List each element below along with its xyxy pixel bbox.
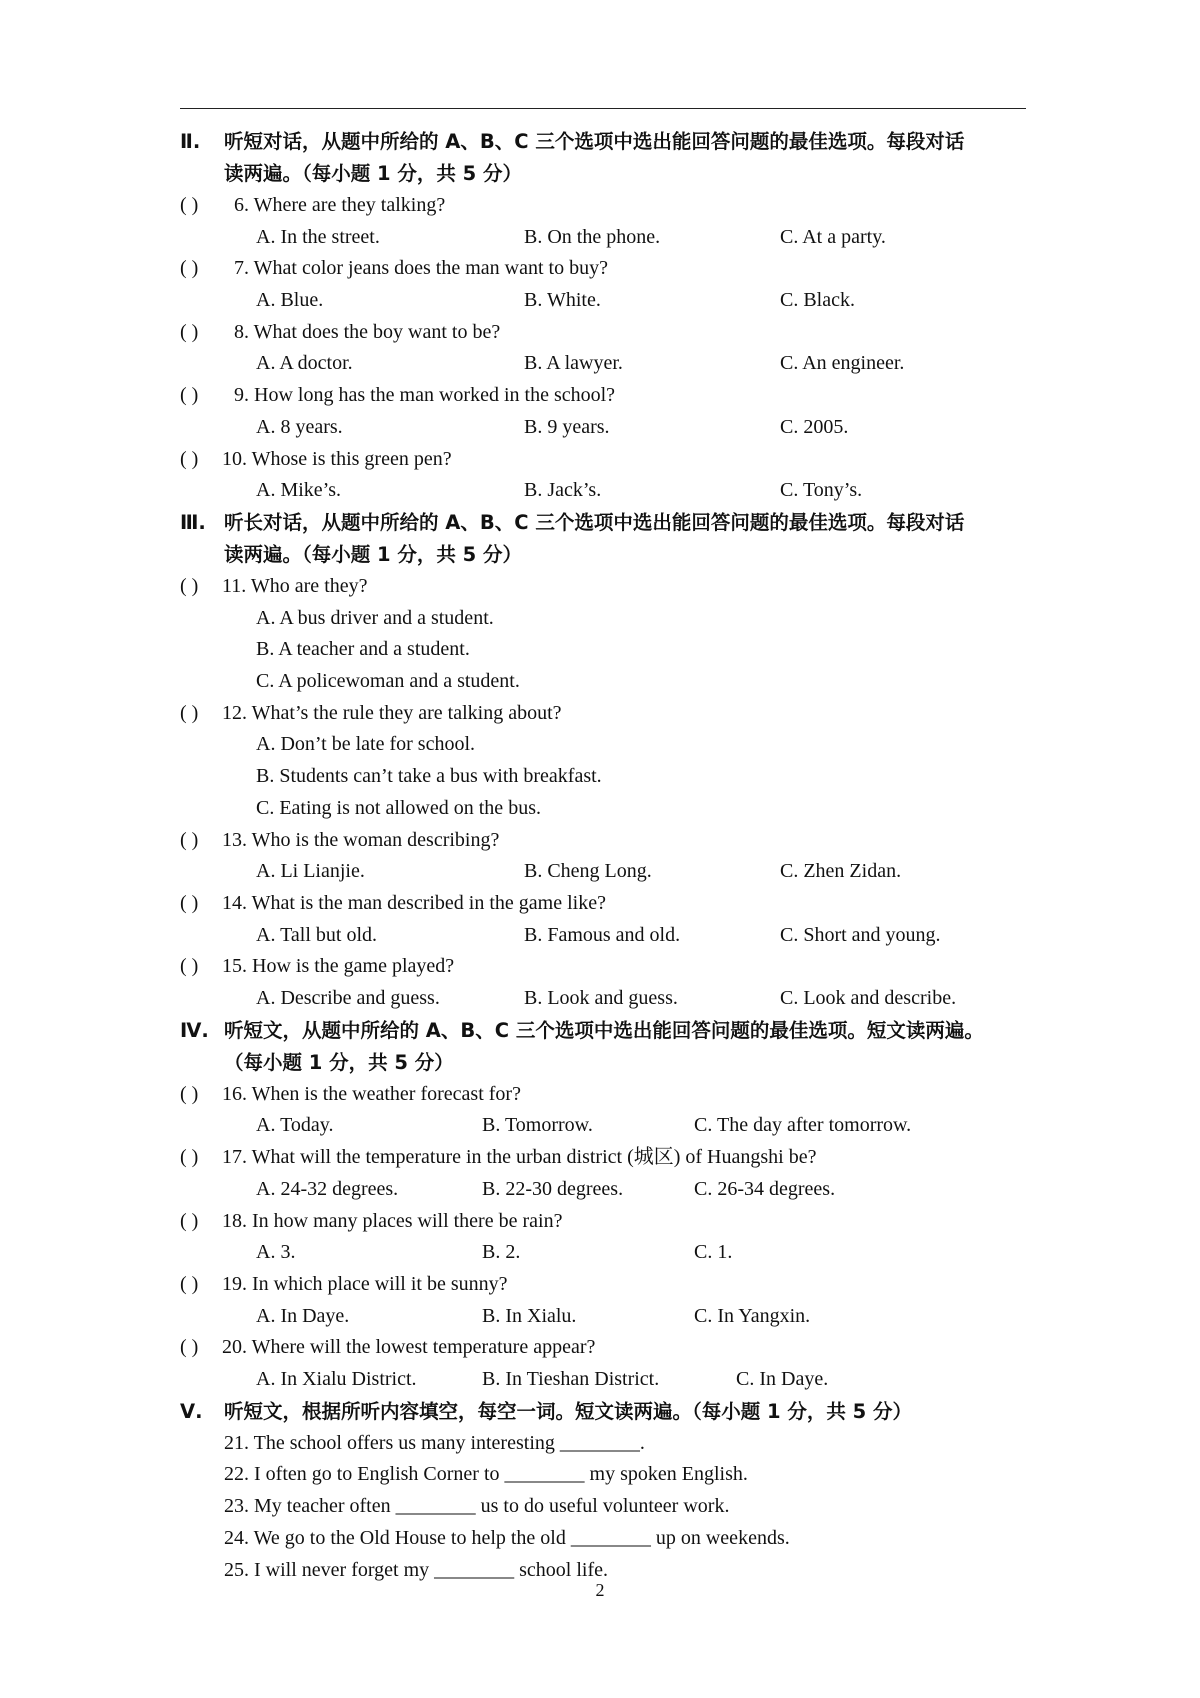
option-b: B. Famous and old.	[524, 923, 681, 946]
section-title	[180, 126, 1030, 190]
option-c: C. At a party.	[780, 225, 886, 248]
question-text: 14. What is the man described in the game like?	[222, 891, 606, 914]
option-row	[180, 920, 1030, 952]
question	[180, 1206, 1030, 1238]
option-a: A. Describe and guess.	[256, 987, 440, 1010]
option-a: A. Li Lianjie.	[256, 860, 365, 883]
option-a: A. A doctor.	[256, 352, 353, 375]
option-row	[180, 1237, 1030, 1269]
question-text: 8. What does the boy want to be?	[234, 320, 501, 343]
option-a: A. A bus driver and a student.	[256, 606, 494, 629]
answer-blank[interactable]: ( )	[180, 891, 199, 914]
option-c: C. Zhen Zidan.	[780, 860, 902, 883]
option-c: C. An engineer.	[780, 352, 905, 375]
question	[180, 571, 1030, 603]
option-row	[180, 285, 1030, 317]
option-c: C. 1.	[694, 1241, 733, 1264]
option-row	[180, 1174, 1030, 1206]
option-c: C. Tony’s.	[780, 479, 863, 502]
section-number: Ⅲ.	[180, 510, 206, 534]
option-a: A. Tall but old.	[256, 923, 378, 946]
question	[180, 380, 1030, 412]
answer-blank[interactable]: ( )	[180, 257, 199, 280]
question-text: 19. In which place will it be sunny?	[222, 1272, 508, 1295]
question	[180, 1142, 1030, 1174]
answer-blank[interactable]: ( )	[180, 955, 199, 978]
option-b: B. Jack’s.	[524, 479, 602, 502]
answer-blank[interactable]: ( )	[180, 1146, 199, 1169]
answer-blank[interactable]: ( )	[180, 1336, 199, 1359]
question-text: 6. Where are they talking?	[234, 194, 446, 216]
question-text: 11. Who are they?	[222, 574, 368, 597]
answer-blank[interactable]: ( )	[180, 701, 199, 724]
option-a: A. Don’t be late for school.	[256, 733, 476, 756]
option-b: B. 2.	[482, 1241, 521, 1264]
question	[180, 1332, 1030, 1364]
section-title	[180, 1396, 1030, 1428]
answer-blank[interactable]: ( )	[180, 320, 199, 343]
option-b: B. Look and guess.	[524, 987, 678, 1010]
fill-blank-item: 24. We go to the Old House to help the old ________ up on weekends.	[224, 1526, 790, 1549]
fill-blank-item: 22. I often go to English Corner to ________ my spoken English.	[224, 1463, 748, 1486]
question-text: 20. Where will the lowest temperature appear?	[222, 1336, 596, 1359]
question	[180, 825, 1030, 857]
option-c: C. Short and young.	[780, 923, 941, 946]
option-c: C. 26-34 degrees.	[694, 1177, 836, 1200]
question-text: 13. Who is the woman describing?	[222, 828, 500, 851]
option-a: A. Today.	[256, 1114, 334, 1137]
section-title	[180, 507, 1030, 571]
question-text: 12. What’s the rule they are talking about?	[222, 701, 562, 724]
question-text: 17. What will the temperature in the urban district (城区) of Huangshi be?	[222, 1146, 817, 1169]
option-b: B. White.	[524, 289, 601, 312]
option-a: A. In the street.	[256, 225, 380, 248]
section-title-line1: 听短对话，从题中所给的 A、B、C 三个选项中选出能回答问题的最佳选项。每段对话	[224, 130, 965, 153]
option-row	[180, 475, 1030, 507]
section-title-line1: 听短文，从题中所给的 A、B、C 三个选项中选出能回答问题的最佳选项。短文读两遍。	[224, 1018, 984, 1042]
option-row	[180, 412, 1030, 444]
answer-blank[interactable]: ( )	[180, 384, 199, 407]
option-c: C. Look and describe.	[780, 987, 957, 1010]
option-b: B. 9 years.	[524, 415, 610, 438]
question-text: 18. In how many places will there be rain?	[222, 1209, 563, 1232]
option-a: A. 24-32 degrees.	[256, 1177, 399, 1200]
option-a: A. 8 years.	[256, 415, 343, 438]
option-c: C. Eating is not allowed on the bus.	[256, 796, 541, 819]
answer-blank[interactable]: ( )	[180, 828, 199, 851]
option-c: C. In Yangxin.	[694, 1304, 811, 1327]
answer-blank[interactable]: ( )	[180, 447, 199, 470]
option-a: A. Mike’s.	[256, 479, 341, 502]
option-c: C. The day after tomorrow.	[694, 1114, 912, 1137]
section-title-line2: 读两遍。（每小题 1 分，共 5 分）	[224, 162, 523, 185]
question-text: 16. When is the weather forecast for?	[222, 1082, 521, 1105]
question	[180, 253, 1030, 285]
question-text: 7. What color jeans does the man want to buy?	[234, 257, 608, 280]
option-b: B. A lawyer.	[524, 352, 623, 375]
answer-blank[interactable]: ( )	[180, 1272, 199, 1295]
answer-blank[interactable]: ( )	[180, 194, 199, 216]
page-number: 2	[595, 1580, 605, 1600]
section-title-line1: 听短文，根据所听内容填空，每空一词。短文读两遍。（每小题 1 分，共 5 分）	[224, 1399, 913, 1423]
section-number: Ⅴ.	[180, 1399, 203, 1423]
option-row	[180, 222, 1030, 254]
option-b: B. On the phone.	[524, 225, 661, 248]
question-text: 15. How is the game played?	[222, 955, 455, 978]
option-row	[180, 856, 1030, 888]
fill-blank-item: 23. My teacher often ________ us to do useful volunteer work.	[224, 1495, 730, 1518]
option-a: A. In Daye.	[256, 1304, 350, 1327]
option-row	[180, 1110, 1030, 1142]
option-b: B. Tomorrow.	[482, 1114, 593, 1137]
section-title-line2: （每小题 1 分，共 5 分）	[224, 1050, 454, 1074]
option-c: C. 2005.	[780, 415, 849, 438]
option-b: B. A teacher and a student.	[256, 638, 470, 661]
section-title-line2: 读两遍。（每小题 1 分，共 5 分）	[224, 542, 523, 566]
question	[180, 888, 1030, 920]
fill-blank-item: 25. I will never forget my ________ school life.	[224, 1558, 609, 1581]
question	[180, 951, 1030, 983]
exam-content	[180, 126, 1030, 1586]
option-b: B. 22-30 degrees.	[482, 1177, 624, 1200]
option-row	[180, 348, 1030, 380]
question	[180, 698, 1030, 730]
question-text: 10. Whose is this green pen?	[222, 447, 452, 470]
section-number: Ⅱ.	[180, 130, 201, 153]
option-b: B. Cheng Long.	[524, 860, 652, 883]
question	[180, 1269, 1030, 1301]
option-row	[180, 983, 1030, 1015]
option-c: C. Black.	[780, 289, 855, 312]
option-b: B. In Tieshan District.	[482, 1368, 660, 1391]
option-b: B. Students can’t take a bus with breakfast.	[256, 765, 602, 788]
question-text: 9. How long has the man worked in the school?	[234, 384, 616, 407]
question	[180, 190, 1030, 222]
option-c: C. In Daye.	[736, 1368, 829, 1391]
question	[180, 1079, 1030, 1111]
question	[180, 317, 1030, 349]
answer-blank[interactable]: ( )	[180, 1209, 199, 1232]
header-rule	[180, 108, 1026, 109]
option-b: B. In Xialu.	[482, 1304, 577, 1327]
option-c: C. A policewoman and a student.	[256, 670, 520, 693]
answer-blank[interactable]: ( )	[180, 574, 199, 597]
option-row	[180, 1301, 1030, 1333]
section-number: Ⅳ.	[180, 1018, 209, 1042]
answer-blank[interactable]: ( )	[180, 1082, 199, 1105]
question	[180, 444, 1030, 476]
section-title-line1: 听长对话，从题中所给的 A、B、C 三个选项中选出能回答问题的最佳选项。每段对话	[224, 510, 965, 534]
option-row	[180, 1364, 1030, 1396]
option-a: A. 3.	[256, 1241, 296, 1264]
section-title	[180, 1015, 1030, 1079]
option-a: A. Blue.	[256, 289, 324, 312]
fill-blank-item: 21. The school offers us many interesting ________.	[224, 1431, 645, 1454]
option-a: A. In Xialu District.	[256, 1368, 417, 1391]
